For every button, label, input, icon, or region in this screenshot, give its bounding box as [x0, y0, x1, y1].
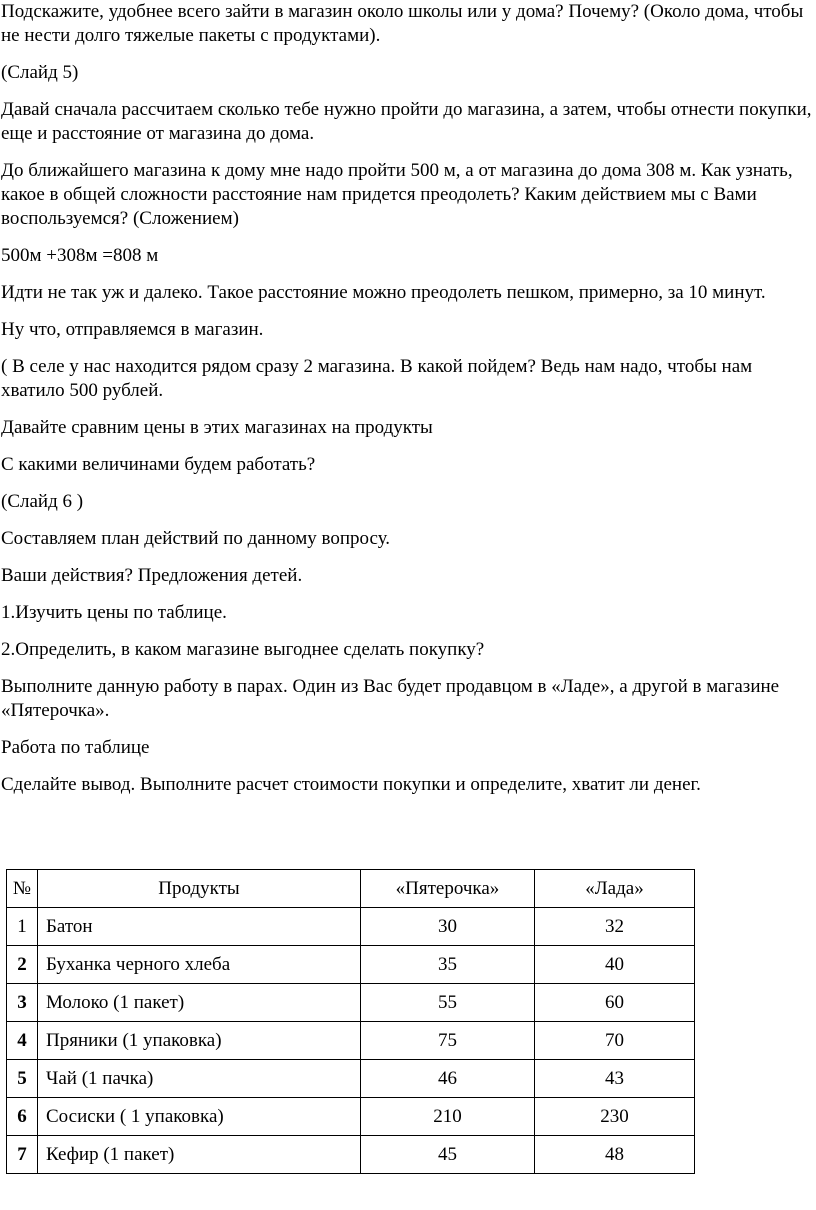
row-price-lada: 230 [535, 1098, 695, 1136]
paragraph: 2.Определить, в каком магазине выгоднее сделать покупку? [1, 639, 485, 660]
paragraph: Давайте сравним цены в этих магазинах на продукты [1, 417, 433, 438]
price-table-wrapper [6, 869, 695, 1174]
table-row [7, 984, 695, 1022]
row-product: Кефир (1 пакет) [38, 1136, 361, 1174]
table-row [7, 1060, 695, 1098]
paragraph: Ну что, отправляемся в магазин. [1, 319, 264, 340]
paragraph: Составляем план действий по данному вопросу. [1, 528, 391, 549]
row-number: 6 [7, 1098, 38, 1136]
row-price-lada: 40 [535, 946, 695, 984]
table-header-row [7, 870, 695, 908]
row-price-lada: 60 [535, 984, 695, 1022]
row-price-lada: 43 [535, 1060, 695, 1098]
table-row [7, 1098, 695, 1136]
row-price-pyaterochka: 30 [361, 908, 535, 946]
row-price-pyaterochka: 45 [361, 1136, 535, 1174]
row-price-lada: 32 [535, 908, 695, 946]
row-product: Батон [38, 908, 361, 946]
paragraph: Подскажите, удобнее всего зайти в магазин около школы или у дома? Почему? (Около дома, чтобы не нести долго тяжелые пакеты с продуктами). [1, 1, 804, 46]
paragraph: 1.Изучить цены по таблице. [1, 602, 227, 623]
table-row [7, 1136, 695, 1174]
paragraph: Ваши действия? Предложения детей. [1, 565, 303, 586]
row-number: 1 [7, 908, 38, 946]
row-price-lada: 70 [535, 1022, 695, 1060]
row-number: 4 [7, 1022, 38, 1060]
row-price-pyaterochka: 210 [361, 1098, 535, 1136]
paragraph: ( В селе у нас находится рядом сразу 2 магазина. В какой пойдем? Ведь нам надо, чтобы нам хватило 500 рублей. [1, 356, 753, 401]
table-row [7, 908, 695, 946]
row-product: Пряники (1 упаковка) [38, 1022, 361, 1060]
row-number: 5 [7, 1060, 38, 1098]
paragraph: Идти не так уж и далеко. Такое расстояние можно преодолеть пешком, примерно, за 10 минут. [1, 282, 766, 303]
row-product: Молоко (1 пакет) [38, 984, 361, 1022]
row-number: 2 [7, 946, 38, 984]
row-number: 7 [7, 1136, 38, 1174]
row-price-pyaterochka: 46 [361, 1060, 535, 1098]
row-price-pyaterochka: 75 [361, 1022, 535, 1060]
paragraph: Сделайте вывод. Выполните расчет стоимости покупки и определите, хватит ли денег. [1, 774, 701, 795]
row-product: Чай (1 пачка) [38, 1060, 361, 1098]
header-store-pyaterochka: «Пятерочка» [361, 870, 535, 908]
price-table [6, 869, 695, 1174]
row-price-pyaterochka: 55 [361, 984, 535, 1022]
paragraph: С какими величинами будем работать? [1, 454, 316, 475]
paragraph: Работа по таблице [1, 737, 150, 758]
paragraph: (Слайд 6 ) [1, 491, 84, 512]
row-product: Сосиски ( 1 упаковка) [38, 1098, 361, 1136]
row-price-pyaterochka: 35 [361, 946, 535, 984]
header-number: № [7, 870, 38, 908]
header-product: Продукты [38, 870, 361, 908]
row-price-lada: 48 [535, 1136, 695, 1174]
row-number: 3 [7, 984, 38, 1022]
paragraph: 500м +308м =808 м [1, 245, 159, 266]
paragraph: (Слайд 5) [1, 62, 79, 83]
table-row [7, 1022, 695, 1060]
table-row [7, 946, 695, 984]
paragraph: Выполните данную работу в парах. Один из Вас будет продавцом в «Ладе», а другой в магазине «Пятерочка». [1, 676, 780, 721]
paragraph: До ближайшего магазина к дому мне надо пройти 500 м, а от магазина до дома 308 м. Как узнать, какое в общей сложности расстояние нам придется преодолеть? Каким действием мы с Вами воспользуемся? (Сложением) [1, 160, 793, 229]
paragraph: Давай сначала рассчитаем сколько тебе нужно пройти до магазина, а затем, чтобы отнести покупки, еще и расстояние от магазина до дома. [1, 99, 812, 144]
row-product: Буханка черного хлеба [38, 946, 361, 984]
header-store-lada: «Лада» [535, 870, 695, 908]
